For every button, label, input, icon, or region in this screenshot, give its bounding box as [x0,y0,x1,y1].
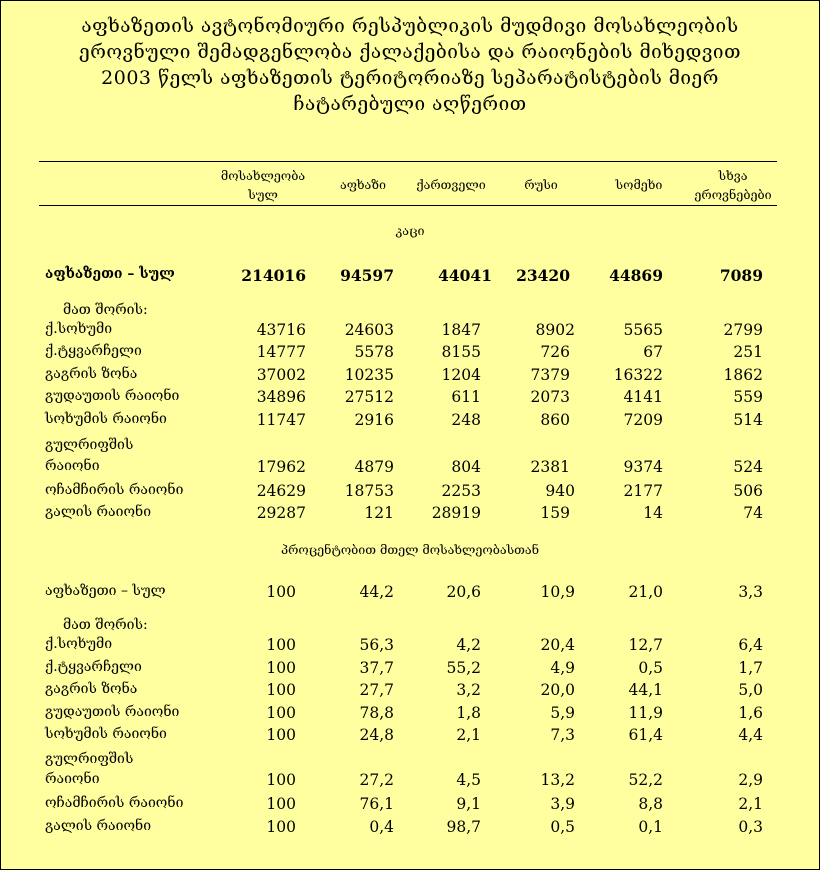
subheading-including: მათ შორის: [63,302,148,318]
table-row: გალის რაიონი 29287 121 28919 159 14 74 [45,504,763,522]
table-row: გუდაუთის რაიონი 100 78,8 1,8 5,9 11,9 1,6 [45,704,763,722]
table-top-rule [39,161,777,162]
col-header-armenian: სომეხი [615,177,663,192]
title-line-3: 2003 წელს აფხაზეთის ტერიტორიაზე სეპარატისტების მიერ [101,67,719,89]
table-row: აფხაზეთი – სულ 100 44,2 20,6 10,9 21,0 3,3 [45,583,763,601]
table-row: სოხუმის რაიონი 100 24,8 2,1 7,3 61,4 4,4 [45,726,763,744]
section-persons-heading: კაცი [395,223,425,238]
table-row: ოჩამჩირის რაიონი 24629 18753 2253 940 2177 506 [45,482,763,500]
table-row: რაიონი 17962 4879 804 2381 9374 524 [45,458,763,476]
table-row: ქ.სოხუმი 43716 24603 1847 8902 5565 2799 [45,321,763,339]
col-header-russian: რუსი [524,177,558,192]
col-header-other: სხვა ეროვნებები [694,168,772,202]
table-row: ქ.ტყვარჩელი 14777 5578 8155 726 67 251 [45,343,763,361]
col-header-abkhaz: აფხაზი [339,177,387,192]
row-label-line-1: გულრიფშის [45,751,134,767]
table-row: ქ.სოხუმი 100 56,3 4,2 20,4 12,7 6,4 [45,636,763,654]
table-row: ქ.ტყვარჩელი 100 37,7 55,2 4,9 0,5 1,7 [45,659,763,677]
table-row: სოხუმის რაიონი 11747 2916 248 860 7209 514 [45,411,763,429]
col-header-total: მოსახლეობა სულ [220,168,306,202]
col-header-georgian: ქართველი [416,177,486,192]
section-percent-heading: პროცენტობით მთელ მოსახლეობასთან [280,542,540,557]
title-line-2: ეროვნული შემადგენლობა ქალაქებისა და რაიონების მიხედვით [79,41,741,63]
table-row: აფხაზეთი – სულ 214016 94597 44041 23420 44869 7089 [45,266,763,285]
title-line-4: ჩატარებული აღწერით [293,93,527,115]
subheading-including: მათ შორის: [63,617,148,633]
table-row: გუდაუთის რაიონი 34896 27512 611 2073 4141 559 [45,388,763,406]
row-label-line-1: გულრიფშის [45,437,134,453]
title-line-1: აფხაზეთის ავტონომიური რესპუბლიკის მუდმივი მოსახლეობის [81,15,739,37]
table-row: ოჩამჩირის რაიონი 100 76,1 9,1 3,9 8,8 2,1 [45,795,763,813]
table-row: გაგრის ზონა 37002 10235 1204 7379 16322 1862 [45,366,763,384]
table-row: რაიონი 100 27,2 4,5 13,2 52,2 2,9 [45,771,763,789]
document-title [1,13,819,117]
table-row: გალის რაიონი 100 0,4 98,7 0,5 0,1 0,3 [45,818,763,836]
table-row: გაგრის ზონა 100 27,7 3,2 20,0 44,1 5,0 [45,681,763,699]
table-header-rule [39,205,777,206]
